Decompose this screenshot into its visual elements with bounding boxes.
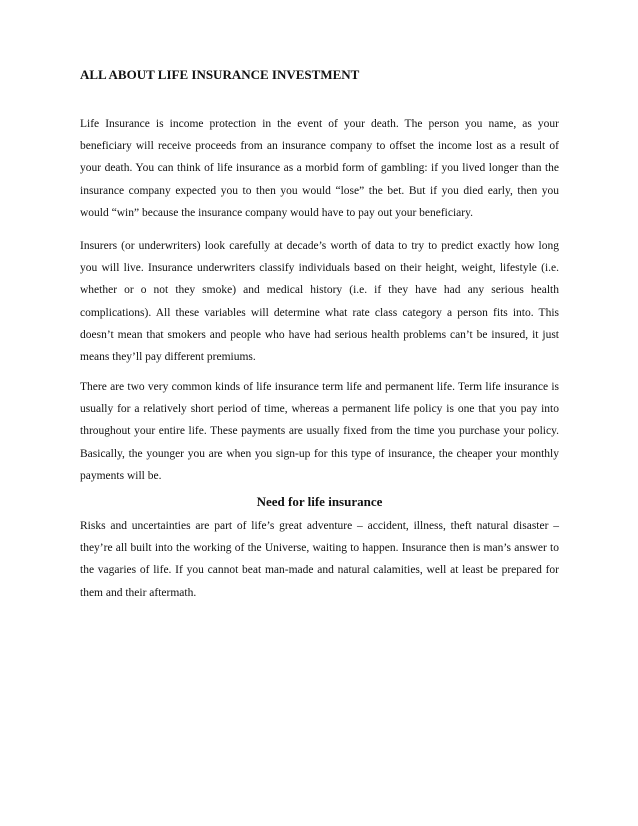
paragraph-need-for-insurance: Risks and uncertainties are part of life’s great adventure – accident, illness, theft natural disaster – they’re all built into the working of the Universe, waiting to happen. Insurance then is man’s answer to the vagaries of life. If you cannot beat man-made and natural calamities, well at least be prepared for them and their aftermath. — [80, 520, 559, 599]
paragraph-life-insurance-intro: Life Insurance is income protection in the event of your death. The person you name, as your beneficiary will receive proceeds from an insurance company to offset the income lost as a result of your death. You can think of life insurance as a morbid form of gambling: if you lived longer than the insurance company expected you to then you would “lose” the bet. But if you died early, then you would “win” because the insurance company would have to pay out your beneficiary. — [80, 118, 559, 219]
document-title: ALL ABOUT LIFE INSURANCE INVESTMENT — [80, 67, 360, 82]
paragraph-underwriters: Insurers (or underwriters) look carefully at decade’s worth of data to try to predict exactly how long you will live. Insurance underwriters classify individuals based on their height, weight, lifestyle (i.e. whether or o not they smoke) and medical history (i.e. if they have had any serious health complications). All these variables will determine what rate class category a person fits into. This doesn’t mean that smokers and people who have had serious health problems can’t be insured, it just means they’ll pay different premiums. — [80, 240, 559, 364]
paragraph-kinds-of-insurance: There are two very common kinds of life insurance term life and permanent life. Term life insurance is usually for a relatively short period of time, whereas a permanent life policy is one that you pay into throughout your entire life. These payments are usually fixed from the time you purchase your policy. Basically, the younger you are when you sign-up for this type of insurance, the cheaper your monthly payments will be. — [80, 381, 559, 482]
section-heading: Need for life insurance — [256, 494, 383, 509]
